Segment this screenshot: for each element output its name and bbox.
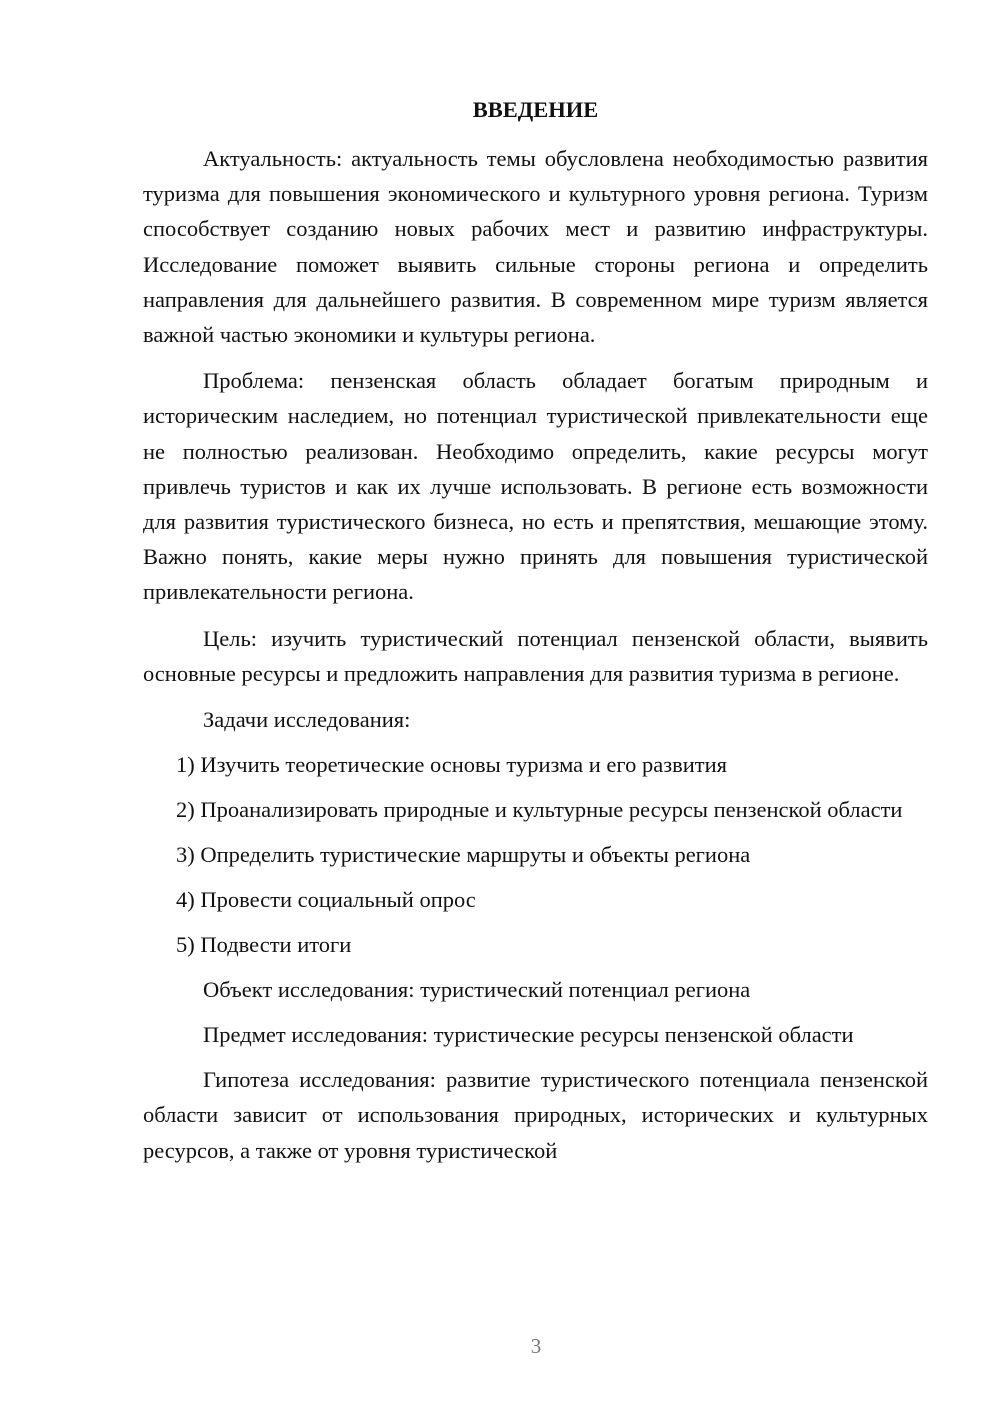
task-item-2: 2) Проанализировать природные и культурные ресурсы пензенской области	[176, 797, 903, 823]
page-number: 3	[530, 1334, 542, 1358]
hypothesis-paragraph: Гипотеза исследования: развитие туристического потенциала пензенской области зависит от использования природных, исторических и культурных ресурсов, а также от уровня туристической	[143, 1067, 928, 1163]
problem-paragraph: Проблема: пензенская область обладает богатым природным и историческим наследием, но потенциал туристической привлекательности еще не полностью реализован. Необходимо определить, какие ресурсы могут привлечь туристов и как их лучше использовать. В регионе есть возможности для развития туристического бизнеса, но есть и препятствия, мешающие этому. Важно понять, какие меры нужно принять для повышения туристической привлекательности региона.	[143, 368, 928, 605]
task-item-3: 3) Определить туристические маршруты и объекты региона	[176, 842, 751, 868]
research-subject: Предмет исследования: туристические ресурсы пензенской области	[203, 1022, 854, 1048]
document-page	[143, 92, 928, 1168]
research-object: Объект исследования: туристический потенциал региона	[203, 977, 751, 1003]
section-title: ВВЕДЕНИЕ	[472, 97, 599, 122]
task-item-1: 1) Изучить теоретические основы туризма и его развития	[176, 752, 727, 778]
tasks-heading: Задачи исследования:	[203, 707, 411, 733]
goal-paragraph: Цель: изучить туристический потенциал пензенской области, выявить основные ресурсы и предложить направления для развития туризма в регионе.	[143, 625, 928, 686]
task-item-5: 5) Подвести итоги	[176, 932, 352, 958]
task-item-4: 4) Провести социальный опрос	[176, 887, 476, 913]
relevance-paragraph: Актуальность: актуальность темы обусловлена необходимостью развития туризма для повышения экономического и культурного уровня региона. Туризм способствует созданию новых рабочих мест и развитию инфраструктуры. Исследование поможет выявить сильные стороны региона и определить направления для дальнейшего развития. В современном мире туризм является важной частью экономики и культуры региона.	[143, 146, 928, 348]
